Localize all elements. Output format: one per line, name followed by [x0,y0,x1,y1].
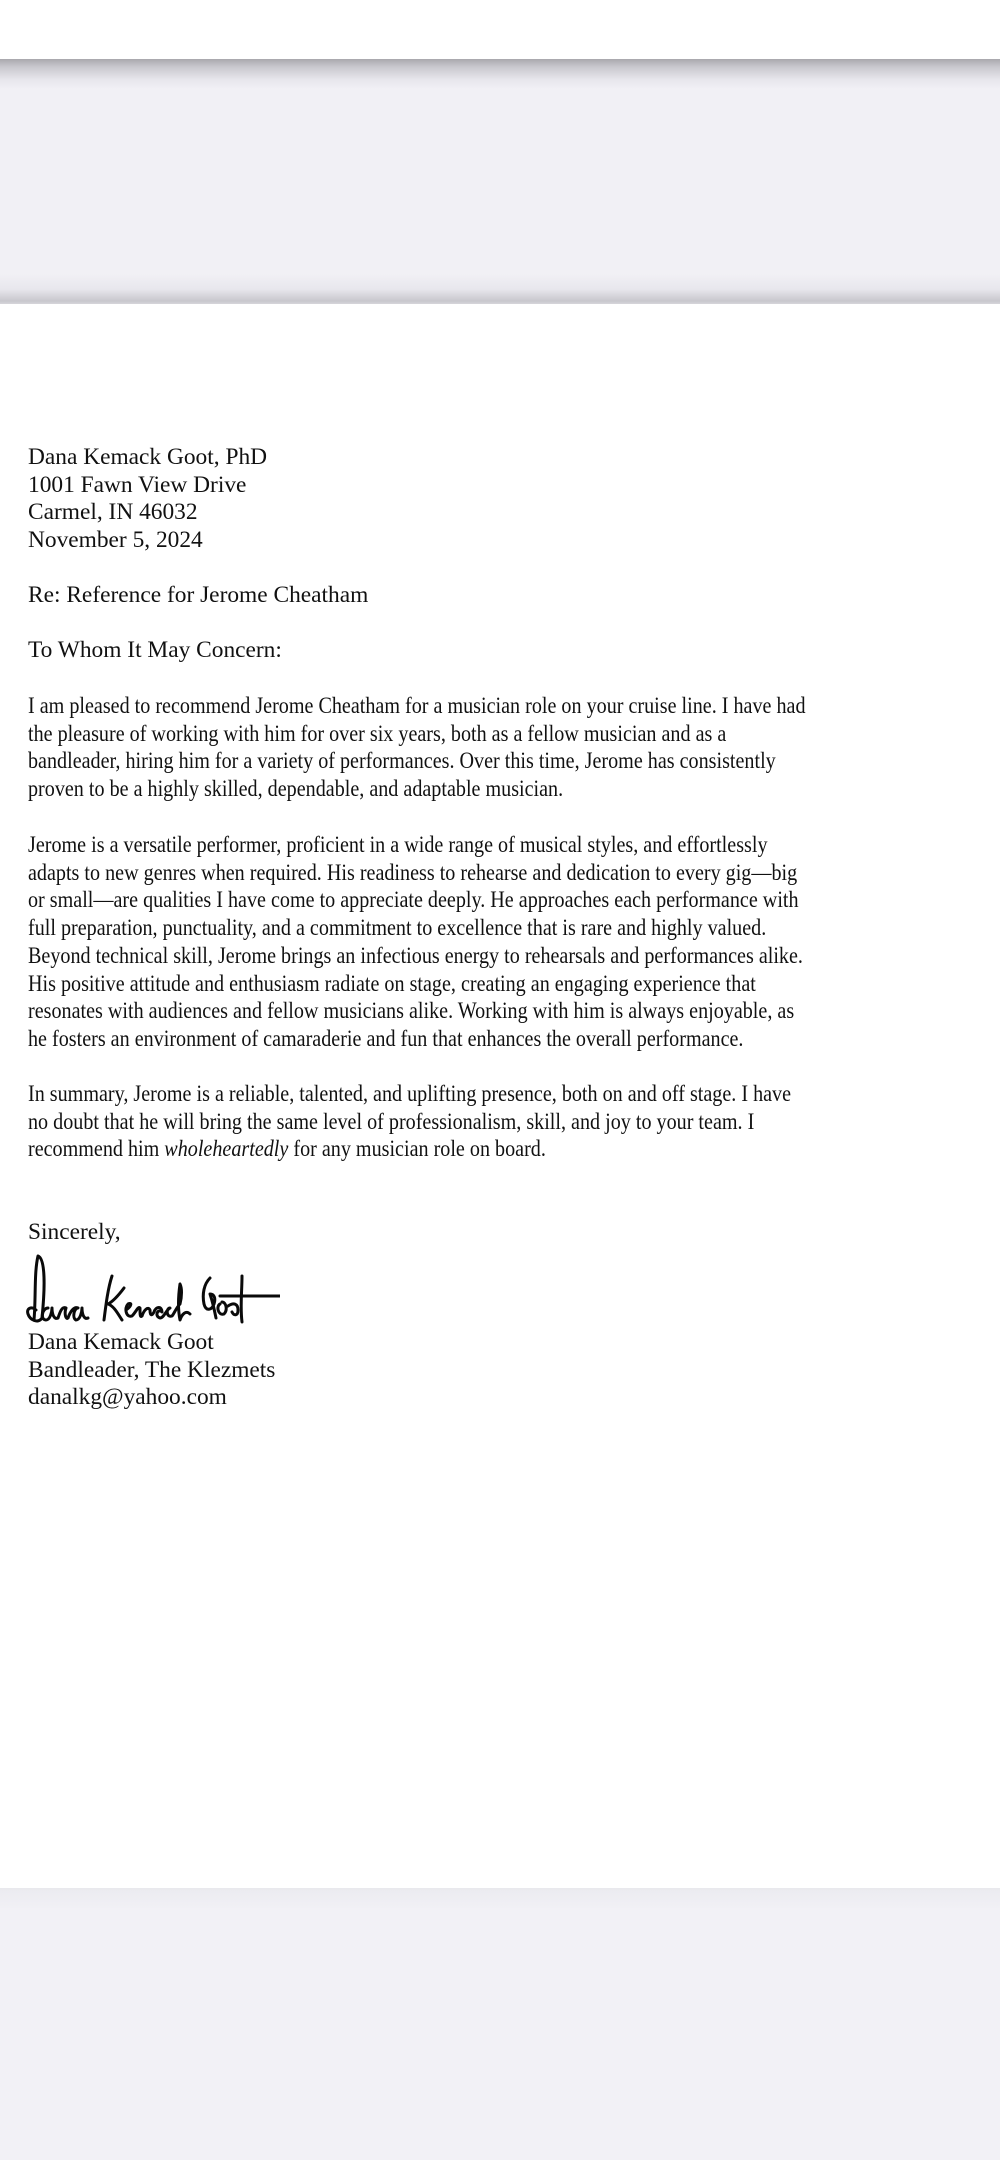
paragraph-line: In summary, Jerome is a reliable, talented, and uplifting presence, both on and off stage. I have [28,1081,792,1107]
signoff-name: Dana Kemack Goot [28,1329,214,1355]
paragraph-3 [28,1081,988,1164]
paragraph-line: the pleasure of working with him for over six years, both as a fellow musician and as a [28,720,727,747]
paragraph-line: Beyond technical skill, Jerome brings an infectious energy to rehearsals and performances alike. [28,942,803,969]
text-segment: recommend him [28,1136,165,1163]
paragraph-line: His positive attitude and enthusiasm radiate on stage, creating an engaging experience that [28,970,756,997]
page-bottom-edge [0,1888,1000,1908]
salutation: To Whom It May Concern: [28,637,282,663]
letter-date: November 5, 2024 [28,527,203,553]
paragraph-line: full preparation, punctuality, and a commitment to excellence that is rare and highly valued. [28,915,767,942]
paragraph-line: or small—are qualities I have come to appreciate deeply. He approaches each performance with [28,887,799,914]
signoff-email: danalkg@yahoo.com [28,1384,227,1410]
top-white-bar [0,0,1000,59]
paragraph-line [28,1136,854,1164]
handwritten-signature-icon [24,1248,280,1328]
paragraph-line: I am pleased to recommend Jerome Cheatham for a musician role on your cruise line. I have had [28,693,806,719]
paragraph-line: proven to be a highly skilled, dependable, and adaptable musician. [28,776,564,803]
signoff-role: Bandleader, The Klezmets [28,1357,276,1383]
closing: Sincerely, [28,1219,121,1245]
paragraph-line: Jerome is a versatile performer, proficient in a wide range of musical styles, and effortlessly [28,832,768,858]
paragraph-line: no doubt that he will bring the same level of professionalism, skill, and joy to your team. I [28,1108,755,1135]
paragraph-1 [28,693,988,804]
sender-name: Dana Kemack Goot, PhD [28,444,268,470]
subject-line: Re: Reference for Jerome Cheatham [28,582,369,608]
page-gap-band [0,59,1000,304]
sender-street: 1001 Fawn View Drive [28,472,247,498]
paragraph-line: adapts to new genres when required. His readiness to rehearse and dedication to every gig—big [28,859,798,886]
text-segment: for any musician role on board. [288,1136,546,1163]
paragraph-line: resonates with audiences and fellow musicians alike. Working with him is always enjoyable, as [28,998,795,1025]
paragraph-line: bandleader, hiring him for a variety of performances. Over this time, Jerome has consistently [28,748,776,775]
paragraph-line: he fosters an environment of camaraderie and fun that enhances the overall performance. [28,1025,744,1052]
paragraph-2 [28,832,988,1054]
emphasis-text: wholeheartedly [164,1136,289,1163]
sender-city: Carmel, IN 46032 [28,499,198,525]
